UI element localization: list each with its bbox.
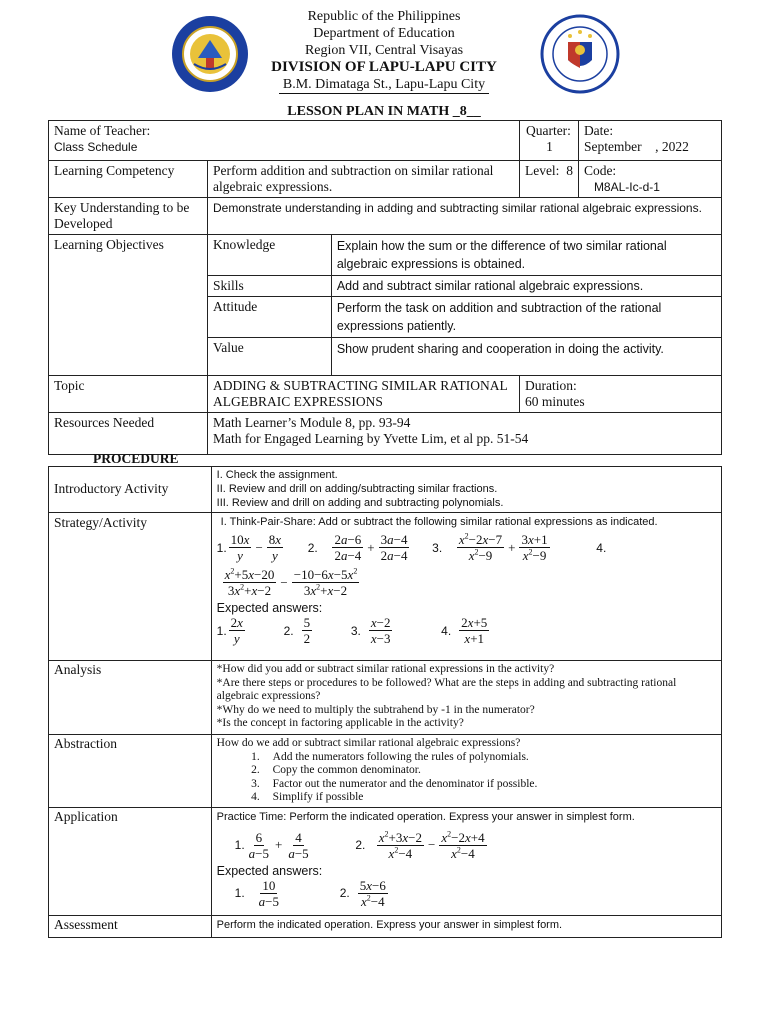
level-label: Level: bbox=[524, 163, 560, 178]
strategy-expected-label: Expected answers: bbox=[216, 601, 323, 615]
duration-label: Duration: bbox=[524, 378, 577, 393]
schedule-label: Class Schedule bbox=[54, 140, 138, 154]
resources-label: Resources Needed bbox=[49, 413, 208, 455]
answer-number: 3. bbox=[350, 623, 361, 638]
topic-value: ADDING & SUBTRACTING SIMILAR RATIONAL ALGEBRAIC EXPRESSIONS bbox=[208, 376, 520, 413]
teacher-label: Name of Teacher: bbox=[54, 123, 151, 138]
knowledge-value: Explain how the sum or the difference of two similar rational algebraic expressions is obtained. bbox=[331, 235, 721, 276]
abstraction-label: Abstraction bbox=[49, 735, 212, 808]
level-cell bbox=[519, 161, 578, 198]
header-region: Region VII, Central Visayas bbox=[304, 43, 464, 58]
header-department: Department of Education bbox=[313, 26, 455, 41]
abstraction-step: 3. Factor out the numerator and the denominator if possible. bbox=[263, 778, 716, 792]
fraction: $\frac{3a-4}{2a-4}$ bbox=[380, 532, 408, 563]
fraction: $\frac{x^2+3x-2}{x^2-4}$ bbox=[378, 829, 422, 861]
strategy-expected-row bbox=[217, 615, 716, 646]
abstraction-question: How do we add or subtract similar rational algebraic expressions? bbox=[216, 737, 521, 749]
lesson-info-table bbox=[48, 120, 722, 455]
assessment-content: Perform the indicated operation. Express your answer in simplest form. bbox=[211, 915, 721, 937]
application-label: Application bbox=[49, 807, 212, 915]
objectives-label: Learning Objectives bbox=[49, 235, 208, 376]
analysis-content bbox=[211, 661, 721, 735]
value-label: Value bbox=[208, 338, 332, 376]
skills-label: Skills bbox=[208, 276, 332, 297]
header-division: DIVISION OF LAPU-LAPU CITY bbox=[271, 59, 497, 75]
analysis-label: Analysis bbox=[49, 661, 212, 735]
fraction: $\frac{10x}{y}$ bbox=[230, 532, 250, 563]
problem-number: 4. bbox=[596, 540, 607, 555]
date-label: Date: bbox=[583, 123, 614, 138]
analysis-question: *How did you add or subtract similar rational expressions in the activity? bbox=[216, 663, 555, 675]
problem-number: 2. bbox=[307, 540, 318, 555]
quarter-value: 1 bbox=[546, 139, 553, 154]
abstraction-step: 2. Copy the common denominator. bbox=[263, 764, 716, 778]
fraction: $\frac{8x}{y}$ bbox=[268, 532, 282, 563]
duration-cell bbox=[519, 376, 721, 413]
application-instruction: Practice Time: Perform the indicated operation. Express your answer in simplest form. bbox=[216, 810, 635, 823]
application-content bbox=[211, 807, 721, 915]
application-problems-row: 1. $\frac{6}{a-5}$ + $\frac{4}{a-5}$ 2. $\frac{x^2+3x-2}{x^2-4}$ − $\frac{x^2-2x+4}{x^2-4}$ bbox=[234, 829, 485, 861]
key-understanding-value: Demonstrate understanding in adding and subtracting similar rational algebraic expressions. bbox=[208, 198, 722, 235]
fraction: $\frac{x^2-2x-7}{x^2-9}$ bbox=[458, 531, 503, 563]
resource-item: Math for Engaged Learning by Yvette Lim, et al pp. 51-54 bbox=[213, 431, 529, 446]
quarter-label: Quarter: bbox=[525, 123, 571, 138]
strategy-content bbox=[211, 513, 721, 661]
answer-number: 4. bbox=[441, 623, 452, 638]
problem-number: 2. bbox=[355, 838, 366, 852]
assessment-label: Assessment bbox=[49, 915, 212, 937]
fraction: $\frac{6}{a-5}$ bbox=[248, 829, 269, 861]
intro-item: II. Review and drill on adding/subtracting similar fractions. bbox=[216, 483, 498, 495]
strategy-label: Strategy/Activity bbox=[49, 513, 212, 661]
fraction: $\frac{5}{2}$ bbox=[303, 615, 311, 646]
date-cell bbox=[578, 121, 721, 161]
attitude-label: Attitude bbox=[208, 297, 332, 338]
analysis-question: *Is the concept in factoring applicable in the activity? bbox=[216, 717, 464, 729]
fraction: $\frac{4}{a-5}$ bbox=[288, 829, 309, 861]
duration-value: 60 minutes bbox=[524, 394, 585, 409]
abstraction-step: 1. Add the numerators following the rules of polynomials. bbox=[263, 751, 716, 765]
abstraction-content bbox=[211, 735, 721, 808]
competency-label: Learning Competency bbox=[49, 161, 208, 198]
resources-cell bbox=[208, 413, 722, 455]
strategy-problem-4: $\frac{x^2+5x-20}{3x^2+x-2}$ − $\frac{-10-6x-5x^2}{3x^2+x-2}$ bbox=[224, 566, 358, 598]
abstraction-step: 4. Simplify if possible bbox=[263, 791, 716, 805]
fraction: $\frac{x-2}{x-3}$ bbox=[370, 615, 391, 646]
intro-activity-label: Introductory Activity bbox=[49, 467, 212, 513]
lesson-plan-title: LESSON PLAN IN MATH _8__ bbox=[287, 104, 481, 119]
problem-number: 1. bbox=[234, 838, 245, 852]
intro-item: I. Check the assignment. bbox=[216, 469, 338, 481]
teacher-cell bbox=[49, 121, 520, 161]
answer-number: 2. bbox=[283, 623, 294, 638]
intro-activity-content bbox=[211, 467, 721, 513]
skills-value: Add and subtract similar rational algebraic expressions. bbox=[331, 276, 721, 297]
knowledge-label: Knowledge bbox=[208, 235, 332, 276]
header-text-block bbox=[0, 8, 768, 94]
fraction: $\frac{2a-6}{2a-4}$ bbox=[334, 532, 362, 563]
date-value: September , 2022 bbox=[583, 139, 689, 154]
resource-item: Math Learner’s Module 8, pp. 93-94 bbox=[213, 415, 411, 430]
application-expected-row bbox=[217, 878, 716, 909]
competency-value: Perform addition and subtraction on similar rational algebraic expressions. bbox=[208, 161, 520, 198]
analysis-question: *Why do we need to multiply the subtrahend by -1 in the numerator? bbox=[216, 703, 535, 716]
document-header bbox=[0, 8, 768, 98]
header-republic: Republic of the Philippines bbox=[307, 9, 461, 24]
level-value: 8 bbox=[566, 163, 573, 178]
application-expected-label: Expected answers: bbox=[216, 863, 323, 878]
analysis-question: *Are there steps or procedures to be followed? What are the steps in adding and subtracting rational algebraic expressions? bbox=[216, 676, 677, 702]
answer-number: 1. bbox=[234, 886, 245, 900]
abstraction-steps-list bbox=[217, 751, 716, 805]
procedure-table bbox=[48, 466, 722, 938]
procedure-heading: PROCEDURE bbox=[93, 451, 179, 466]
value-value: Show prudent sharing and cooperation in doing the activity. bbox=[331, 338, 721, 376]
problem-number: 3. bbox=[432, 540, 443, 555]
problem-number: 1. bbox=[216, 540, 227, 555]
strategy-instruction: I. Think-Pair-Share: Add or subtract the following similar rational expressions as indicated. bbox=[220, 516, 658, 528]
fraction: $\frac{10}{a-5}$ bbox=[258, 877, 279, 909]
fraction: $\frac{5x-6}{x^2-4}$ bbox=[359, 877, 386, 909]
fraction: $\frac{2x}{y}$ bbox=[230, 615, 243, 646]
answer-number: 1. bbox=[216, 623, 227, 638]
code-cell bbox=[578, 161, 721, 198]
code-label: Code: bbox=[583, 163, 617, 178]
key-understanding-label: Key Understanding to be Developed bbox=[49, 198, 208, 235]
fraction: $\frac{3x+1}{x^2-9}$ bbox=[521, 532, 548, 563]
fraction: $\frac{2x+5}{x+1}$ bbox=[461, 615, 488, 646]
answer-number: 2. bbox=[339, 886, 350, 900]
attitude-value: Perform the task on addition and subtraction of the rational expressions patiently. bbox=[331, 297, 721, 338]
quarter-cell bbox=[519, 121, 578, 161]
fraction: $\frac{x^2-2x+4}{x^2-4}$ bbox=[441, 829, 485, 861]
fraction: $\frac{-10-6x-5x^2}{3x^2+x-2}$ bbox=[293, 566, 358, 598]
header-address: B.M. Dimataga St., Lapu-Lapu City bbox=[279, 76, 489, 94]
code-value: M8AL-Ic-d-1 bbox=[593, 180, 660, 194]
topic-label: Topic bbox=[49, 376, 208, 413]
intro-item: III. Review and drill on adding and subtracting polynomials. bbox=[216, 497, 504, 509]
fraction: $\frac{x^2+5x-20}{3x^2+x-2}$ bbox=[224, 566, 275, 598]
strategy-problems-row: 1. $\frac{10x}{y}$ − $\frac{8x}{y}$ 2. $\frac{2a-6}{2a-4}$ + $\frac{3a-4}{2a-4}$ 3. $\frac{x^2-2x-7}{x^2-9}$ + $\frac{3x+1}{x^2-9}$ 4. bbox=[216, 531, 607, 563]
